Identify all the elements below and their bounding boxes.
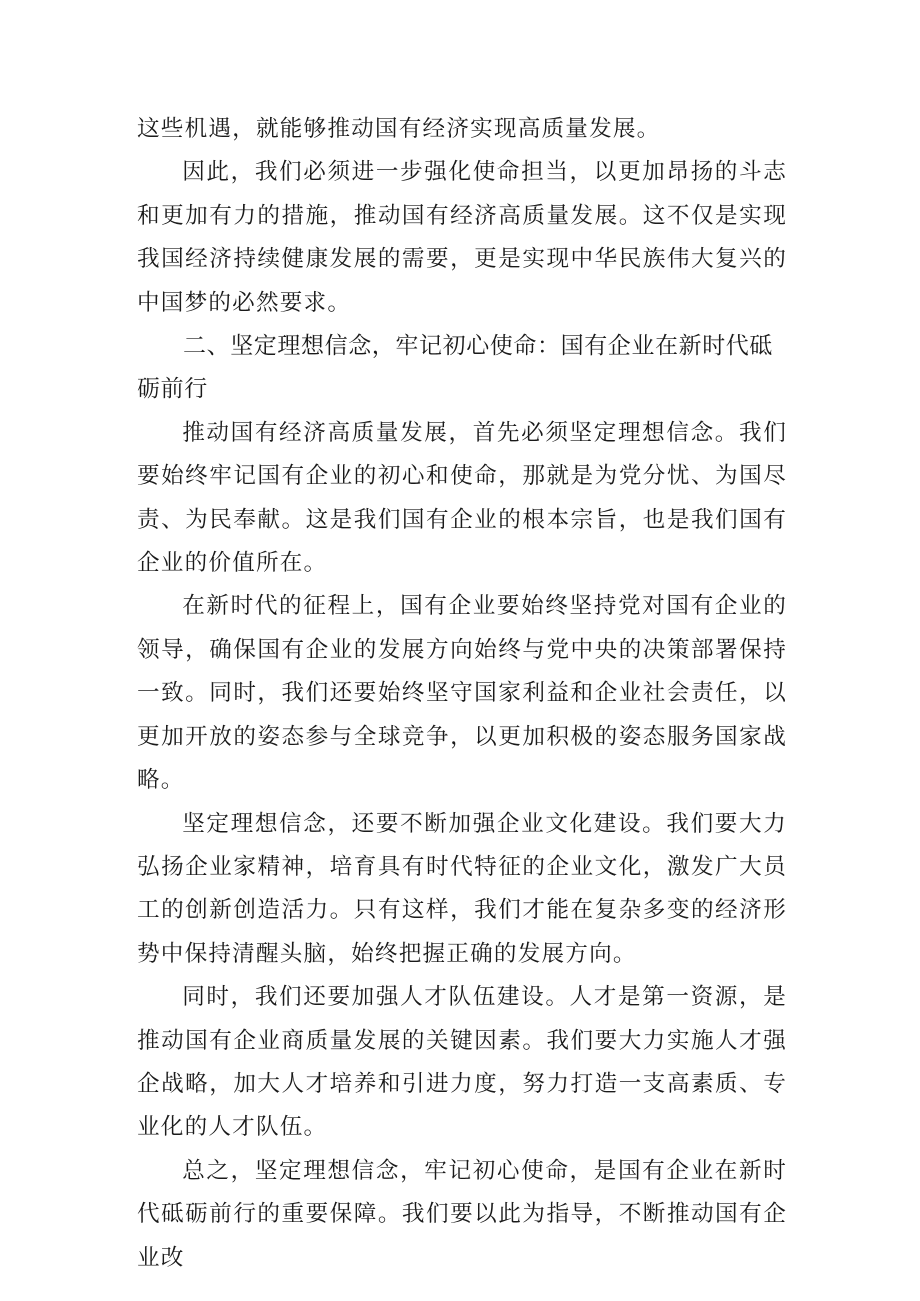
body-paragraph: 因此，我们必须进一步强化使命担当，以更加昂扬的斗志和更加有力的措施，推动国有经济高质量发展。这不仅是实现我国经济持续健康发展的需要，更是实现中华民族伟大复兴的中国梦的必然要求。	[137, 159, 787, 316]
body-paragraph: 这些机遇，就能够推动国有经济实现高质量发展。	[137, 116, 661, 142]
document-page	[137, 108, 787, 1280]
body-paragraph: 同时，我们还要加强人才队伍建设。人才是第一资源，是推动国有企业商质量发展的关键因素。我们要大力实施人才强企战略，加大人才培养和引进力度，努力打造一支高素质、专业化的人才队伍。	[137, 984, 787, 1141]
body-paragraph: 坚定理想信念，还要不断加强企业文化建设。我们要大力弘扬企业家精神，培育具有时代特征的企业文化，激发广大员工的创新创造活力。只有这样，我们才能在复杂多变的经济形势中保持清醒头脑，始终把握正确的发展方向。	[137, 810, 787, 967]
section-heading: 二、坚定理想信念，牢记初心使命：国有企业在新时代砥砺前行	[137, 333, 773, 403]
body-paragraph: 推动国有经济高质量发展，首先必须坚定理想信念。我们要始终牢记国有企业的初心和使命，那就是为党分忧、为国尽责、为民奉献。这是我们国有企业的根本宗旨，也是我们国有企业的价值所在。	[137, 419, 787, 577]
body-paragraph: 总之，坚定理想信念，牢记初心使命，是国有企业在新时代砥砺前行的重要保障。我们要以此为指导，不断推动国有企业改	[137, 1157, 787, 1271]
body-paragraph: 在新时代的征程上，国有企业要始终坚持党对国有企业的领导，确保国有企业的发展方向始终与党中央的决策部署保持一致。同时，我们还要始终坚守国家利益和企业社会责任，以更加开放的姿态参与全球竞争，以更加积极的姿态服务国家战略。	[137, 593, 787, 794]
